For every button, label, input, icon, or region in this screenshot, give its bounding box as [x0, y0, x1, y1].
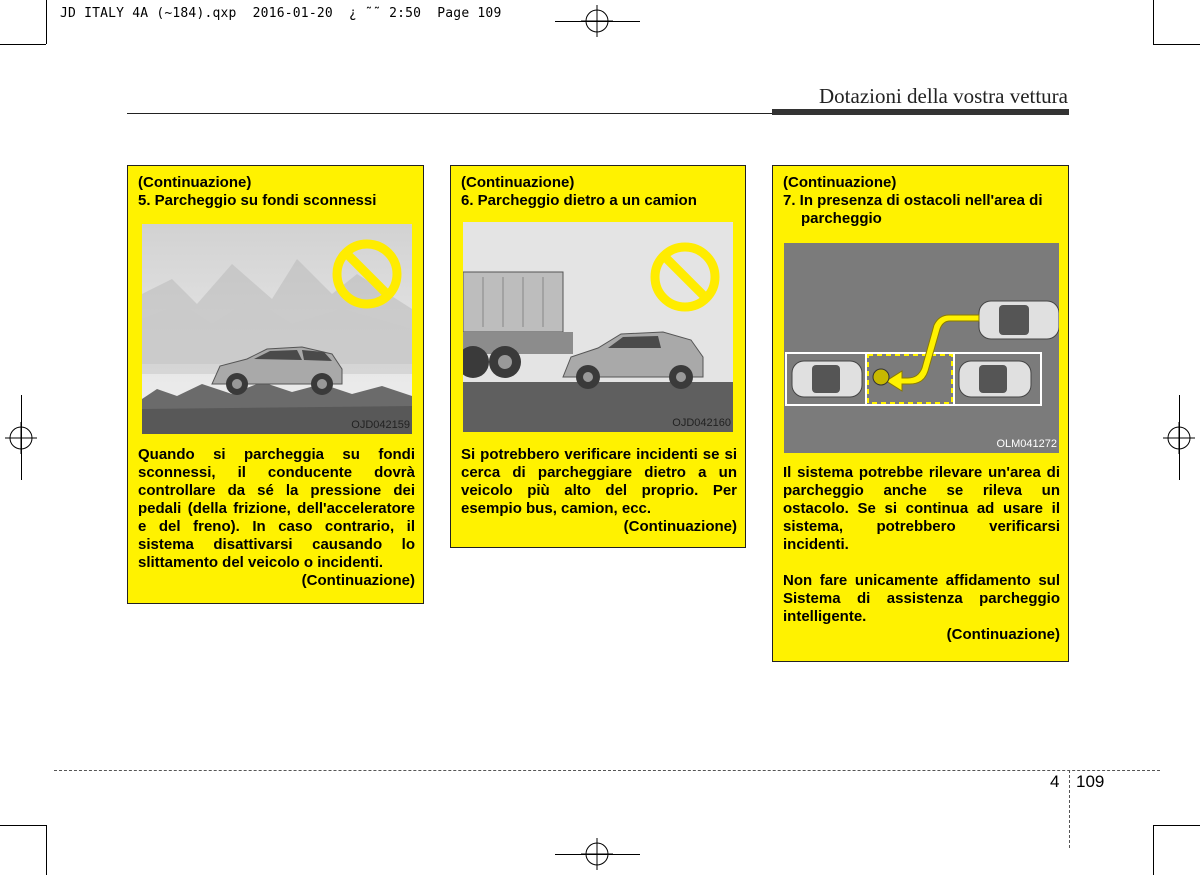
- continues-label: (Continuazione): [623, 518, 737, 535]
- continued-label: (Continuazione): [461, 174, 575, 191]
- print-slug: JD ITALY 4A (~184).qxp 2016-01-20 ¿ ˜˜ 2:50 Page 109: [60, 6, 502, 21]
- illustration-uneven-ground: [142, 224, 412, 434]
- warning-heading: 6. Parcheggio dietro a un camion: [461, 192, 697, 209]
- footer-divider: [1069, 770, 1070, 848]
- warning-box-truck: [450, 165, 746, 548]
- section-title: Dotazioni della vostra vettura: [819, 84, 1068, 108]
- figure-code: OJD042160: [672, 417, 731, 429]
- registration-mark-icon: [1163, 422, 1195, 454]
- obstacle-ball-icon: [873, 369, 889, 385]
- footer-rule: [54, 770, 1160, 771]
- continued-label: (Continuazione): [138, 174, 252, 191]
- warning-text: Quando si parcheggia su fondi sconnessi, il conducente dovrà controllare da sé la pressione dei pedali (della frizione, dell'acceleratore e del freno). In caso contrario, il sistema disattivarsi causando lo slittamento del veicolo o incidenti.: [138, 446, 415, 571]
- car-top-view: [979, 301, 1059, 339]
- registration-mark-icon: [581, 5, 613, 37]
- continued-label: (Continuazione): [783, 174, 897, 191]
- car-top-view: [959, 361, 1031, 397]
- page-number: 109: [1076, 772, 1105, 791]
- warning-text: Il sistema potrebbe rilevare un'area di parcheggio anche se rileva un ostacolo. Se si continua ad usare il sistema, potrebbero verificarsi incidenti.: [783, 464, 1060, 553]
- continues-label: (Continuazione): [946, 626, 1060, 643]
- illustration-truck: [463, 222, 733, 432]
- car-top-view: [792, 361, 862, 397]
- registration-mark-icon: [581, 838, 613, 870]
- header-rule-accent: [772, 109, 1069, 115]
- registration-mark-icon: [5, 422, 37, 454]
- warning-box-obstacles: [772, 165, 1069, 662]
- header-rule: [127, 113, 772, 114]
- chapter-number: 4: [1050, 772, 1060, 791]
- warning-text: Si potrebbero verificare incidenti se si cerca di parcheggiare dietro a un veicolo più alto del proprio. Per esempio bus, camion, ecc.: [461, 446, 737, 517]
- warning-box-uneven-ground: [127, 165, 424, 604]
- figure-code: OLM041272: [996, 438, 1057, 450]
- warning-heading: 7. In presenza di ostacoli nell'area di parcheggio: [783, 192, 1043, 227]
- illustration-parking-obstacle: [784, 243, 1059, 453]
- warning-heading: 5. Parcheggio su fondi sconnessi: [138, 192, 377, 209]
- continues-label: (Continuazione): [301, 572, 415, 589]
- figure-code: OJD042159: [351, 419, 410, 431]
- warning-text: Non fare unicamente affidamento sul Sistema di assistenza parcheggio intelligente.: [783, 572, 1060, 625]
